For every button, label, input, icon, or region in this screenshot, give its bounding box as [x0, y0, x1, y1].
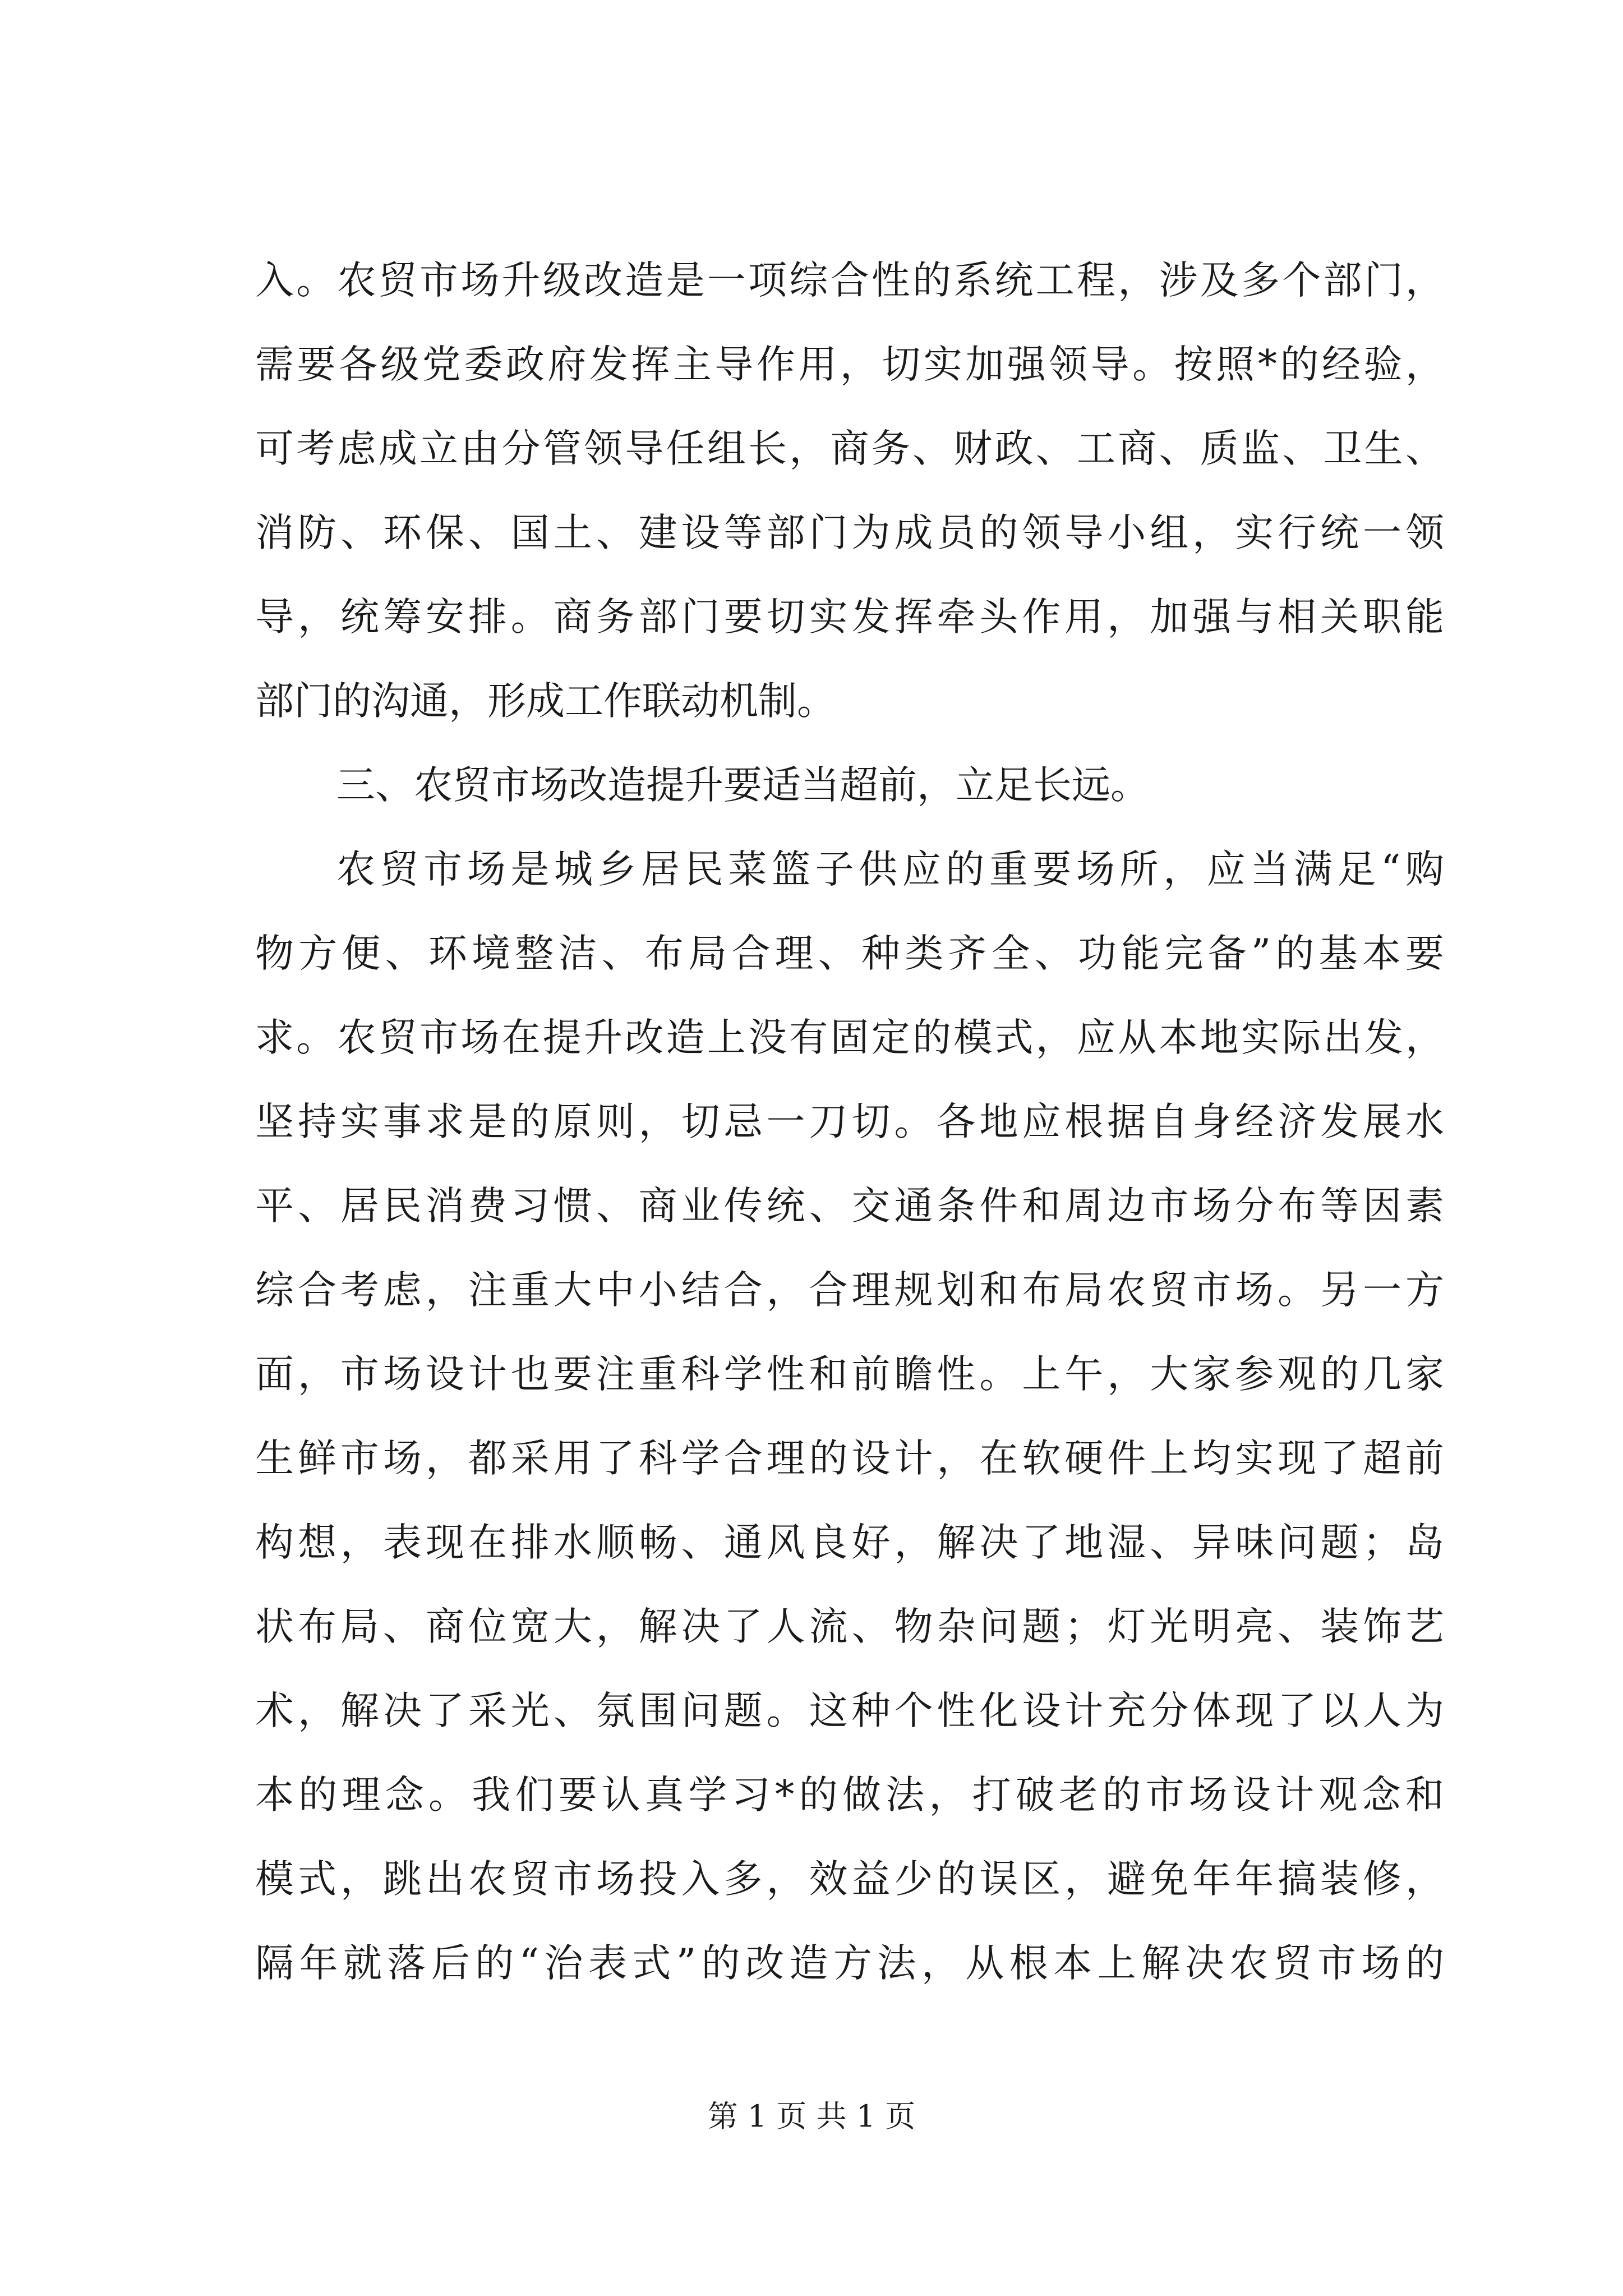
text-line: 模式，跳出农贸市场投入多，效益少的误区，避免年年搞装修， — [255, 1857, 1444, 1902]
text-line: 状布局、商位宽大，解决了人流、物杂问题；灯光明亮、装饰艺 — [255, 1604, 1444, 1649]
text-line: 综合考虑，注重大中小结合，合理规划和布局农贸市场。另一方 — [255, 1268, 1444, 1313]
text-line: 导，统筹安排。商务部门要切实发挥牵头作用，加强与相关职能 — [255, 595, 1444, 639]
text-line: 隔年就落后的“治表式”的改造方法，从根本上解决农贸市场的 — [255, 1941, 1444, 1986]
text-line: 面，市场设计也要注重科学性和前瞻性。上午，大家参观的几家 — [255, 1352, 1444, 1397]
text-line: 消防、环保、国土、建设等部门为成员的领导小组，实行统一领 — [255, 510, 1444, 555]
text-line: 可考虑成立由分管领导任组长，商务、财政、工商、质监、卫生、 — [255, 426, 1444, 471]
text-line: 农贸市场是城乡居民菜篮子供应的重要场所，应当满足“购 — [336, 847, 1444, 892]
text-line: 需要各级党委政府发挥主导作用，切实加强领导。按照*的经验， — [255, 342, 1444, 387]
text-line: 本的理念。我们要认真学习*的做法，打破老的市场设计观念和 — [255, 1773, 1444, 1818]
text-line: 平、居民消费习惯、商业传统、交通条件和周边市场分布等因素 — [255, 1184, 1444, 1228]
text-line: 构想，表现在排水顺畅、通风良好，解决了地湿、异味问题；岛 — [255, 1520, 1444, 1565]
text-line: 坚持实事求是的原则，切忌一刀切。各地应根据自身经济发展水 — [255, 1099, 1444, 1144]
text-line: 部门的沟通，形成工作联动机制。 — [255, 679, 836, 724]
text-line: 求。农贸市场在提升改造上没有固定的模式，应从本地实际出发， — [255, 1015, 1444, 1060]
text-line: 术，解决了采光、氛围问题。这种个性化设计充分体现了以人为 — [255, 1688, 1444, 1733]
body-text — [255, 238, 1444, 2005]
text-line: 物方便、环境整洁、布局合理、种类齐全、功能完备”的基本要 — [255, 931, 1444, 976]
page-number-footer: 第 1 页 共 1 页 — [707, 2099, 916, 2134]
text-line: 入。农贸市场升级改造是一项综合性的系统工程，涉及多个部门， — [255, 258, 1444, 303]
section-heading: 三、农贸市场改造提升要适当超前，立足长远。 — [336, 763, 1149, 808]
text-line: 生鲜市场，都采用了科学合理的设计，在软硬件上均实现了超前 — [255, 1436, 1444, 1481]
